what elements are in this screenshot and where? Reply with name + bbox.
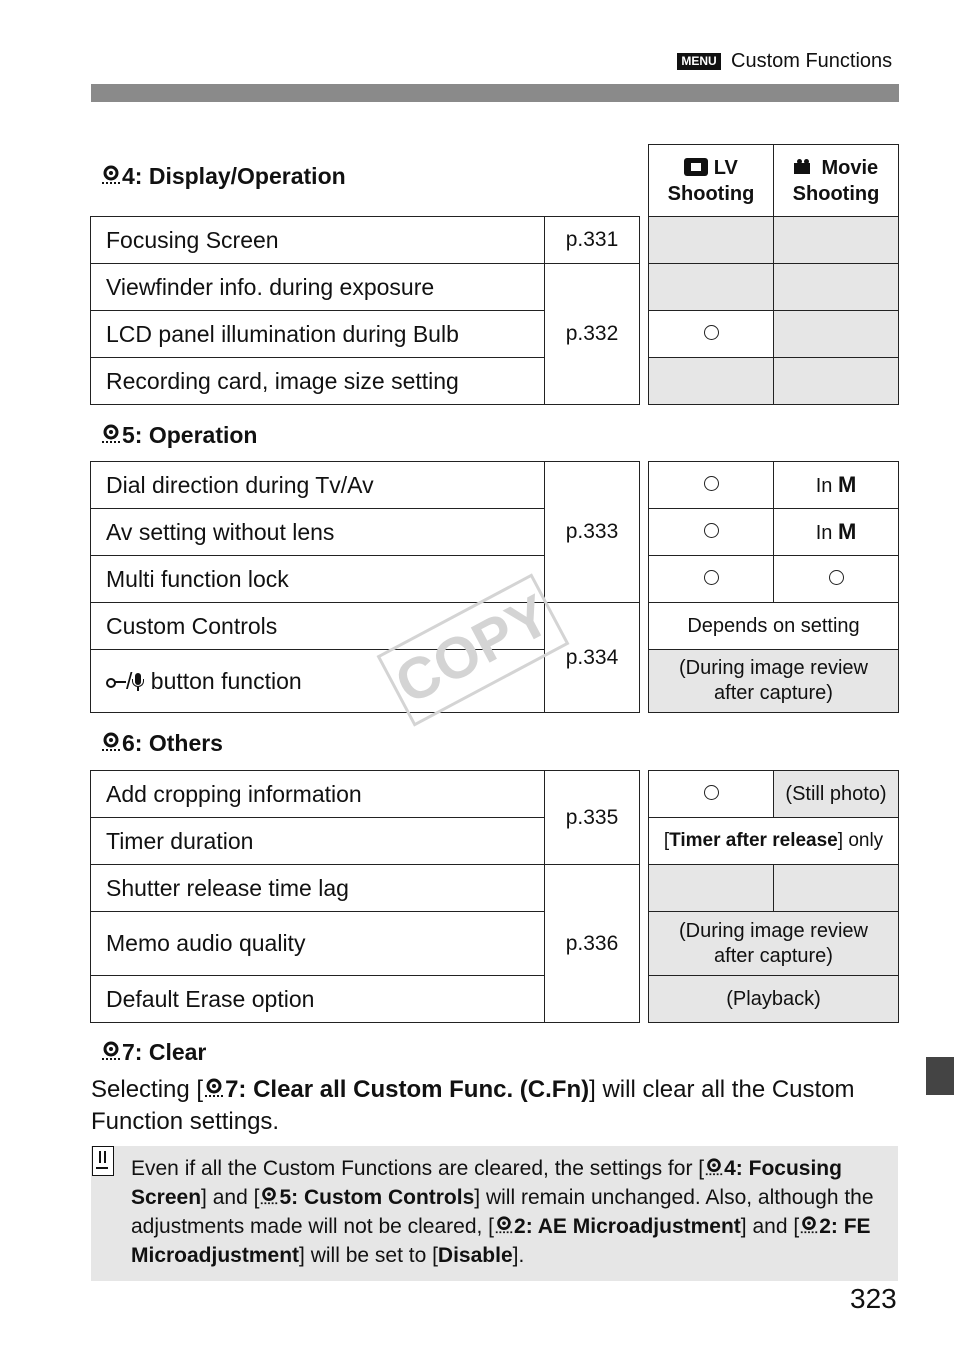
table-row: Timer duration (91, 818, 545, 865)
table-section-4 (90, 216, 640, 405)
still-photo-note: (Still photo) (774, 771, 899, 818)
table-section-6 (90, 770, 640, 1023)
available-mark (704, 523, 719, 538)
table-row: Viewfinder info. during exposure (91, 264, 545, 311)
table-row: Add cropping information (91, 771, 545, 818)
header-bar (91, 84, 899, 102)
table-row: LCD panel illumination during Bulb (91, 311, 545, 358)
table-row: Default Erase option (91, 976, 545, 1023)
table-section-4-availability (648, 216, 899, 405)
custom-function-icon (259, 1186, 279, 1206)
depends-on-setting: Depends on setting (649, 603, 899, 650)
movie-shooting-header: Movie Shooting (774, 145, 899, 217)
camera-icon (684, 158, 708, 176)
available-mark (704, 785, 719, 800)
table-row: Custom Controls (91, 603, 545, 650)
section-4-title: 4: Display/Operation (100, 163, 346, 190)
copy-watermark: COPY (377, 573, 570, 726)
available-mark (829, 570, 844, 585)
table-section-5 (90, 461, 640, 713)
section-5-title: 5: Operation (100, 422, 257, 449)
page-ref: p.334 (545, 603, 640, 713)
table-row: Av setting without lens (91, 509, 545, 556)
page-ref: p.332 (545, 264, 640, 405)
custom-function-icon (100, 1040, 122, 1062)
lv-shooting-header: LV Shooting (649, 145, 774, 217)
available-mark (704, 325, 719, 340)
page-ref: p.333 (545, 462, 640, 603)
memo-icon (92, 1146, 114, 1176)
table-row: Multi function lock (91, 556, 545, 603)
custom-function-icon (494, 1215, 514, 1235)
page-ref: p.336 (545, 865, 640, 1023)
table-row: Shutter release time lag (91, 865, 545, 912)
clear-description: Selecting [ 7: Clear all Custom Func. (C.Fn)] will clear all the Custom Function settings. (91, 1076, 855, 1135)
section-6-title: 6: Others (100, 730, 223, 757)
page-number: 323 (850, 1283, 897, 1314)
available-mark (704, 476, 719, 491)
custom-function-icon (100, 731, 122, 753)
movie-camera-icon (794, 159, 816, 175)
custom-function-icon (203, 1077, 225, 1099)
custom-function-icon (704, 1157, 724, 1177)
table-row: Dial direction during Tv/Av (91, 462, 545, 509)
custom-function-icon (100, 164, 122, 186)
menu-icon: MENU (677, 53, 721, 70)
table-row: / button function (91, 650, 545, 713)
header-title: Custom Functions (731, 50, 893, 72)
key-icon (106, 677, 126, 687)
playback-note: (Playback) (649, 976, 899, 1023)
note-text: Even if all the Custom Functions are cleared, the settings for [ 4: Focusing Screen] and [ 5: Custom Controls] will remain unchanged. Also, although the adjustments made will not be cleared, [ 2: AE Microadjustment] and [ 2: FE Microadjustment] will be set to [Disable]. (131, 1157, 874, 1267)
review-note: (During image review after capture) (649, 650, 899, 713)
shooting-mode-header (648, 144, 899, 217)
table-row: Memo audio quality (91, 912, 545, 976)
section-7-title: 7: Clear (100, 1039, 206, 1066)
table-row: Recording card, image size setting (91, 358, 545, 405)
custom-function-icon (100, 423, 122, 445)
custom-function-icon (799, 1215, 819, 1235)
review-note: (During image review after capture) (649, 912, 899, 976)
timer-note: [Timer after release] only (649, 818, 899, 865)
page-ref: p.335 (545, 771, 640, 865)
available-mark (704, 570, 719, 585)
table-row: Focusing Screen (91, 217, 545, 264)
page-ref: p.331 (545, 217, 640, 264)
table-section-6-availability (648, 770, 899, 1023)
chapter-tab (926, 1057, 954, 1095)
microphone-icon (132, 673, 144, 691)
table-section-5-availability: In M In M Depends on setting (During image review after capture) (648, 461, 899, 713)
